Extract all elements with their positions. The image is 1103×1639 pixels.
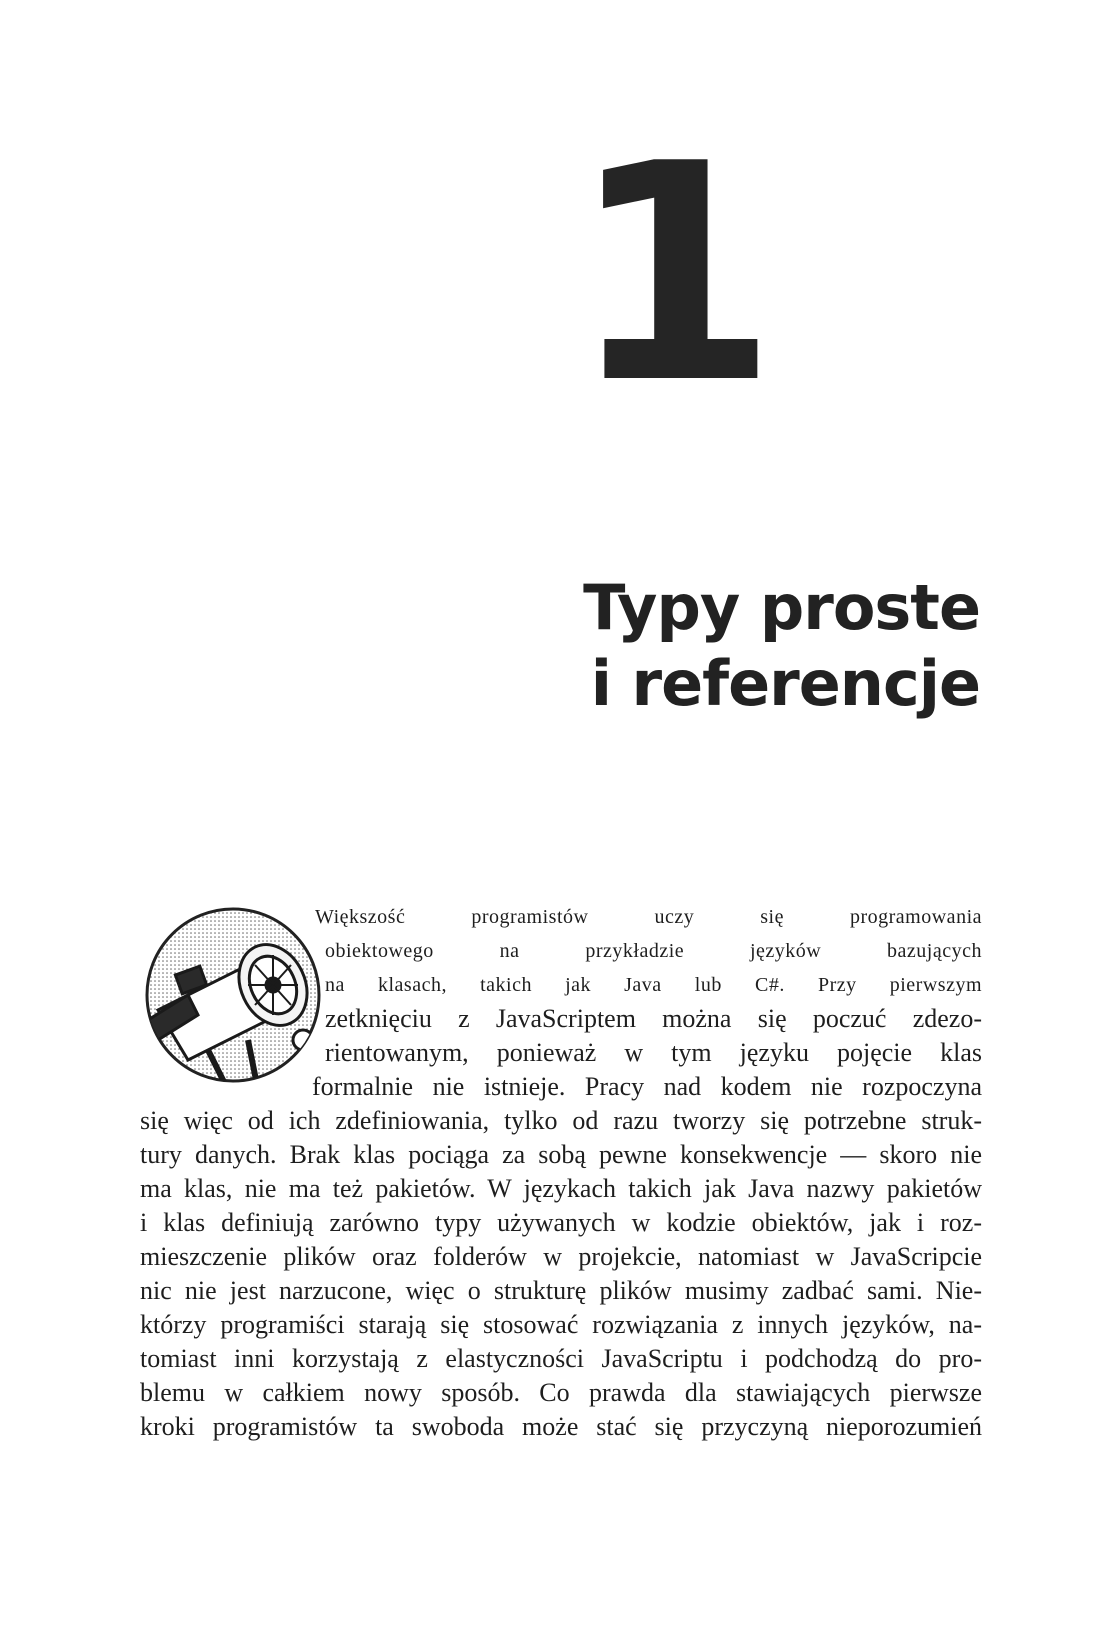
intro-line-4: zetknięciu z JavaScriptem można się poczuć zdezo- (325, 1004, 982, 1033)
intro-line-8: tury danych. Brak klas pociąga za sobą pewne konsekwencje — skoro nie (140, 1140, 982, 1169)
intro-line-6: formalnie nie istnieje. Pracy nad kodem nie rozpoczyna (312, 1072, 982, 1101)
intro-line-13: którzy programiści starają się stosować rozwiązania z innych języków, na- (140, 1310, 982, 1339)
chapter-number: 1 (569, 100, 778, 449)
intro-line-11: mieszczenie plików oraz folderów w projekcie, natomiast w JavaScripcie (140, 1242, 982, 1271)
intro-line-3: na klasach, takich jak Java lub C#. Przy pierwszym (325, 974, 982, 996)
intro-line-12: nic nie jest narzucone, więc o strukturę plików musimy zadbać sami. Nie- (140, 1276, 982, 1305)
chapter-title (0, 570, 980, 722)
intro-line-1: Większość programistów uczy się programowania (315, 906, 982, 928)
intro-line-15: blemu w całkiem nowy sposób. Co prawda dla stawiających pierwsze (140, 1378, 982, 1407)
chapter-title-line-1: Typy proste (583, 571, 980, 644)
intro-line-5: rientowanym, ponieważ w tym języku pojęcie klas (325, 1038, 982, 1067)
intro-line-14: tomiast inni korzystają z elastyczności JavaScriptu i podchodzą do pro- (140, 1344, 982, 1373)
intro-line-16: kroki programistów ta swoboda może stać się przyczyną nieporozumień (140, 1412, 982, 1441)
intro-line-7: się więc od ich zdefiniowania, tylko od razu tworzy się potrzebne struk- (140, 1106, 982, 1135)
intro-line-2: obiektowego na przykładzie języków bazujących (325, 940, 982, 962)
chapter-title-line-2: i referencje (590, 647, 980, 720)
intro-paragraph (140, 900, 982, 1444)
intro-line-9: ma klas, nie ma też pakietów. W językach takich jak Java nazwy pakietów (140, 1174, 982, 1203)
intro-line-10: i klas definiują zarówno typy używanych w kodzie obiektów, jak i roz- (140, 1208, 982, 1237)
